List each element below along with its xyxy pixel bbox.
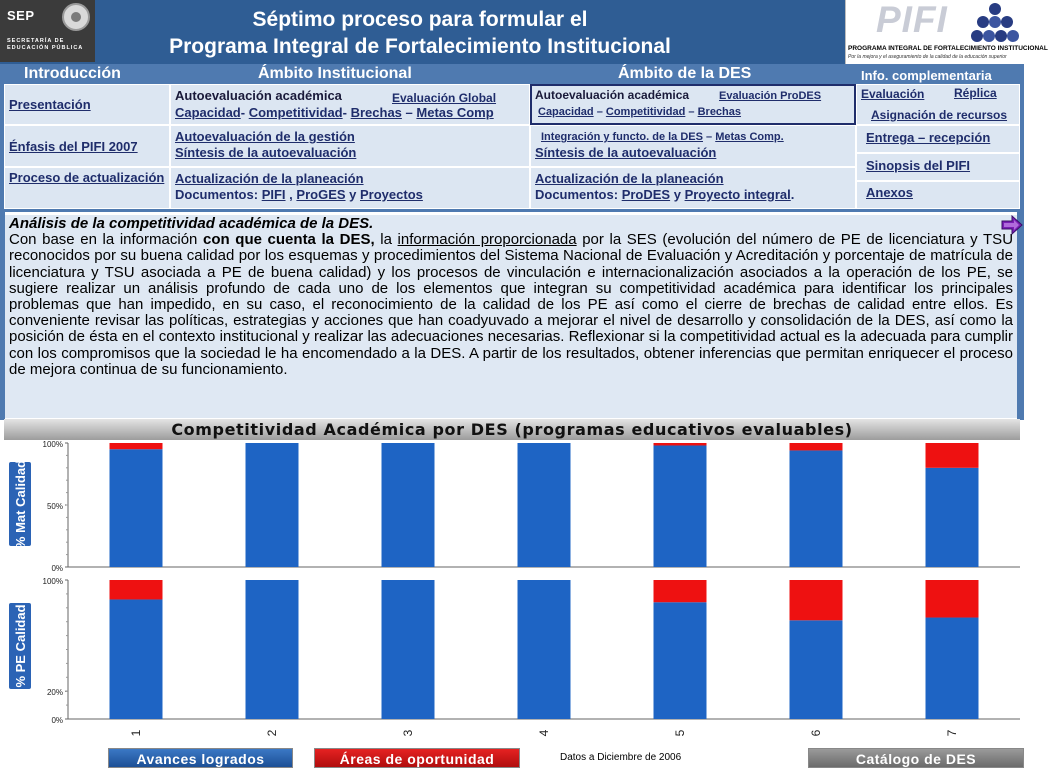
bar-areas-oportunidad xyxy=(654,580,707,602)
nav-cell-des-planeacion xyxy=(530,167,856,209)
label-inst-autoevaluacion: Autoevaluación académica xyxy=(175,88,342,103)
bar-areas-oportunidad xyxy=(654,443,707,445)
navigation-panel xyxy=(0,64,1024,212)
x-tick-label: 3 xyxy=(401,729,415,737)
des-documentos-row xyxy=(535,187,851,203)
separator: - xyxy=(342,105,347,120)
x-tick-label: 4 xyxy=(537,729,551,737)
link-enfasis-pifi-2007[interactable]: Énfasis del PIFI 2007 xyxy=(9,139,138,154)
link-inst-sintesis[interactable]: Síntesis de la autoevaluación xyxy=(175,145,357,160)
link-proyecto-integral[interactable]: Proyecto integral xyxy=(684,187,791,202)
separator: – xyxy=(706,131,713,143)
y-axis-label: % PE Calidad xyxy=(13,604,28,688)
nav-cell-inst-gestion xyxy=(170,125,530,167)
nav-cell-presentacion[interactable] xyxy=(4,84,170,125)
nav-cell-info-entrega xyxy=(856,125,1020,153)
bar-areas-oportunidad xyxy=(926,443,979,468)
label-des-autoevaluacion: Autoevaluación académica xyxy=(535,88,690,102)
link-presentacion[interactable]: Presentación xyxy=(9,97,91,112)
x-tick-label: 6 xyxy=(809,729,823,737)
bar-avances-logrados xyxy=(926,468,979,567)
separator: – xyxy=(688,106,695,118)
link-evaluacion[interactable]: Evaluación xyxy=(861,87,925,101)
bar-areas-oportunidad xyxy=(790,443,843,450)
link-des-brechas[interactable]: Brechas xyxy=(697,106,742,118)
bar-areas-oportunidad xyxy=(790,580,843,620)
link-sinopsis-pifi[interactable]: Sinopsis del PIFI xyxy=(866,158,971,173)
bar-areas-oportunidad xyxy=(110,580,163,599)
inst-subtopics xyxy=(175,105,494,121)
link-proceso-actualizacion[interactable]: Proceso de actualización xyxy=(9,170,165,185)
y-tick-label: 50% xyxy=(46,502,63,511)
link-pifi[interactable]: PIFI xyxy=(261,187,286,202)
conjunction: y xyxy=(349,187,357,202)
analysis-panel xyxy=(5,215,1017,418)
analysis-text-mid: la xyxy=(374,231,398,249)
nav-cell-info-evaluacion xyxy=(856,84,1020,125)
link-inst-competitividad[interactable]: Competitividad xyxy=(248,105,343,120)
des-subtopics xyxy=(538,104,741,120)
link-des-sintesis[interactable]: Síntesis de la autoevaluación xyxy=(535,145,717,160)
page-title-line2: Programa Integral de Fortalecimiento Institucional xyxy=(169,35,671,58)
bar-avances-logrados xyxy=(382,580,435,719)
link-des-actualizacion-planeacion[interactable]: Actualización de la planeación xyxy=(535,171,724,186)
national-seal-icon xyxy=(62,3,90,31)
bar-avances-logrados xyxy=(518,443,571,567)
link-autoevaluacion-gestion[interactable]: Autoevaluación de la gestión xyxy=(175,129,355,144)
x-tick-label: 2 xyxy=(265,729,279,737)
legend-avances-logrados-button[interactable]: Avances logrados xyxy=(108,748,293,768)
link-anexos[interactable]: Anexos xyxy=(866,185,913,200)
bar-avances-logrados xyxy=(518,580,571,719)
next-arrow-icon[interactable] xyxy=(1001,215,1023,235)
sep-logo xyxy=(0,0,95,62)
bar-avances-logrados xyxy=(654,602,707,719)
link-des-metas-comp[interactable]: Metas Comp. xyxy=(715,131,784,143)
link-inst-brechas[interactable]: Brechas xyxy=(350,105,402,120)
nav-cell-inst-planeacion xyxy=(170,167,530,209)
data-date-note: Datos a Diciembre de 2006 xyxy=(560,752,682,763)
link-proges[interactable]: ProGES xyxy=(296,187,346,202)
sep-logo-word: SEP xyxy=(7,8,35,23)
nav-cell-info-anexos xyxy=(856,181,1020,209)
x-tick-label: 5 xyxy=(673,729,687,737)
link-evaluacion-prodes[interactable]: Evaluación ProDES xyxy=(719,90,822,102)
analysis-text-start: Con base en la información xyxy=(9,231,203,249)
analysis-paragraph xyxy=(9,232,1013,378)
catalogo-des-button[interactable]: Catálogo de DES xyxy=(808,748,1024,768)
link-evaluacion-global[interactable]: Evaluación Global xyxy=(392,91,497,105)
separator: , xyxy=(289,187,293,202)
label-documentos: Documentos: xyxy=(175,187,259,202)
inst-documentos-row xyxy=(175,187,525,203)
pifi-logo xyxy=(845,0,1048,64)
separator: – xyxy=(596,106,603,118)
section-title-ambito-institucional[interactable]: Ámbito Institucional xyxy=(258,65,412,82)
nav-cell-info-sinopsis xyxy=(856,153,1020,181)
nav-cell-inst-autoevaluacion xyxy=(170,84,530,125)
pifi-caption: PROGRAMA INTEGRAL DE FORTALECIMIENTO INSTITUCIONAL xyxy=(848,45,1048,52)
y-tick-label: 100% xyxy=(42,440,63,449)
pifi-spheres-icon xyxy=(970,2,1020,44)
y-axis-label: % Mat Calidad xyxy=(13,459,28,549)
link-inst-metas-comp[interactable]: Metas Comp xyxy=(416,105,494,120)
analysis-text-underlined: información proporcionada xyxy=(397,231,577,249)
analysis-text-end: por la SES (evolución del número de PE de licenciatura y TSU reconocidos por su buena calidad por los esquemas y procedimientos del Sistema Nacional de Evaluación y Acreditación y porcentaje de matrícula de licenciatura y TSU asociada a PE de buena calidad) y los procesos de vinculación e internacionalización asociados a la operación de los PE, se sugiere realizar un análisis profundo de cada uno de los elementos que integran su competitividad académica para identificar los principales problemas que han impedido, en su caso, el reconocimiento de la calidad de los PE así como el cierre de brechas de calidad entre ellos. Es conveniente revisar las políticas, estrategias y acciones que han coadyuvado a mejorar el nivel de desarrollo y consolidación de la DES, así como la posición de ésta en el contexto institucional y realizar las adecuaciones necesarias. Reflexionar si la competitividad actual es la adecuada para cumplir con los compromisos que la sociedad le ha encomendado a la DES. A partir de los resultados, obtener inferencias que permitan enriquecer el proceso de mejora continua de su funcionamiento. xyxy=(9,231,1014,378)
bar-avances-logrados xyxy=(246,580,299,719)
y-tick-label: 20% xyxy=(46,688,63,698)
bar-areas-oportunidad xyxy=(110,443,163,449)
pifi-wordmark: PIFI xyxy=(876,0,948,40)
pifi-tagline: Por la mejora y el aseguramiento de la calidad de la educación superior xyxy=(848,54,1007,60)
link-integracion-functo[interactable]: Integración y functo. de la DES xyxy=(541,131,703,143)
competitividad-chart xyxy=(0,440,1024,746)
nav-cell-enfasis[interactable] xyxy=(4,125,170,167)
x-tick-label: 1 xyxy=(129,729,143,737)
bar-areas-oportunidad xyxy=(926,580,979,618)
link-des-competitividad[interactable]: Competitividad xyxy=(605,106,686,118)
link-des-capacidad[interactable]: Capacidad xyxy=(538,106,594,118)
chart-title: Competitividad Académica por DES (programas educativos evaluables) xyxy=(4,419,1020,440)
conjunction: y xyxy=(673,187,681,202)
bar-avances-logrados xyxy=(654,445,707,567)
analysis-text-bold: con que cuenta la DES, xyxy=(203,231,375,249)
link-replica[interactable]: Réplica xyxy=(954,86,997,100)
sep-logo-subtitle: SECRETARÍA DE EDUCACIÓN PÚBLICA xyxy=(7,38,84,51)
label-documentos: Documentos: xyxy=(535,187,619,202)
section-title-introduccion[interactable]: Introducción xyxy=(24,65,121,82)
nav-cell-proceso[interactable] xyxy=(4,167,170,209)
bar-avances-logrados xyxy=(110,449,163,567)
separator: – xyxy=(405,105,413,120)
bar-avances-logrados xyxy=(790,620,843,719)
y-tick-label: 0% xyxy=(51,564,63,573)
analysis-heading: Análisis de la competitividad académica de la DES. xyxy=(9,215,374,232)
x-tick-label: 7 xyxy=(945,729,959,737)
bar-avances-logrados xyxy=(382,443,435,567)
header-bar xyxy=(0,0,1048,64)
des-integracion-row xyxy=(541,129,784,145)
link-prodes[interactable]: ProDES xyxy=(621,187,671,202)
bar-avances-logrados xyxy=(110,599,163,719)
nav-cell-des-integracion xyxy=(530,125,856,167)
separator: - xyxy=(240,105,246,120)
link-asignacion-recursos[interactable]: Asignación de recursos xyxy=(871,108,1008,122)
separator: . xyxy=(790,187,795,202)
page-title-line1: Séptimo proceso para formular el xyxy=(252,8,588,31)
link-entrega-recepcion[interactable]: Entrega – recepción xyxy=(866,130,991,145)
y-tick-label: 100% xyxy=(42,577,63,586)
bar-avances-logrados xyxy=(790,450,843,567)
link-proyectos[interactable]: Proyectos xyxy=(360,187,423,202)
legend-areas-oportunidad-button[interactable]: Áreas de oportunidad xyxy=(314,748,520,768)
right-frame-strip xyxy=(1017,212,1024,420)
bar-avances-logrados xyxy=(926,618,979,719)
bar-avances-logrados xyxy=(246,443,299,567)
link-inst-capacidad[interactable]: Capacidad xyxy=(175,105,241,120)
link-inst-actualizacion-planeacion[interactable]: Actualización de la planeación xyxy=(175,171,364,186)
section-title-info-complementaria[interactable]: Info. complementaria xyxy=(861,68,992,83)
page-title xyxy=(100,6,740,60)
nav-cell-des-autoevaluacion xyxy=(530,84,856,125)
y-tick-label: 0% xyxy=(51,716,63,725)
section-title-ambito-des[interactable]: Ámbito de la DES xyxy=(618,65,752,82)
